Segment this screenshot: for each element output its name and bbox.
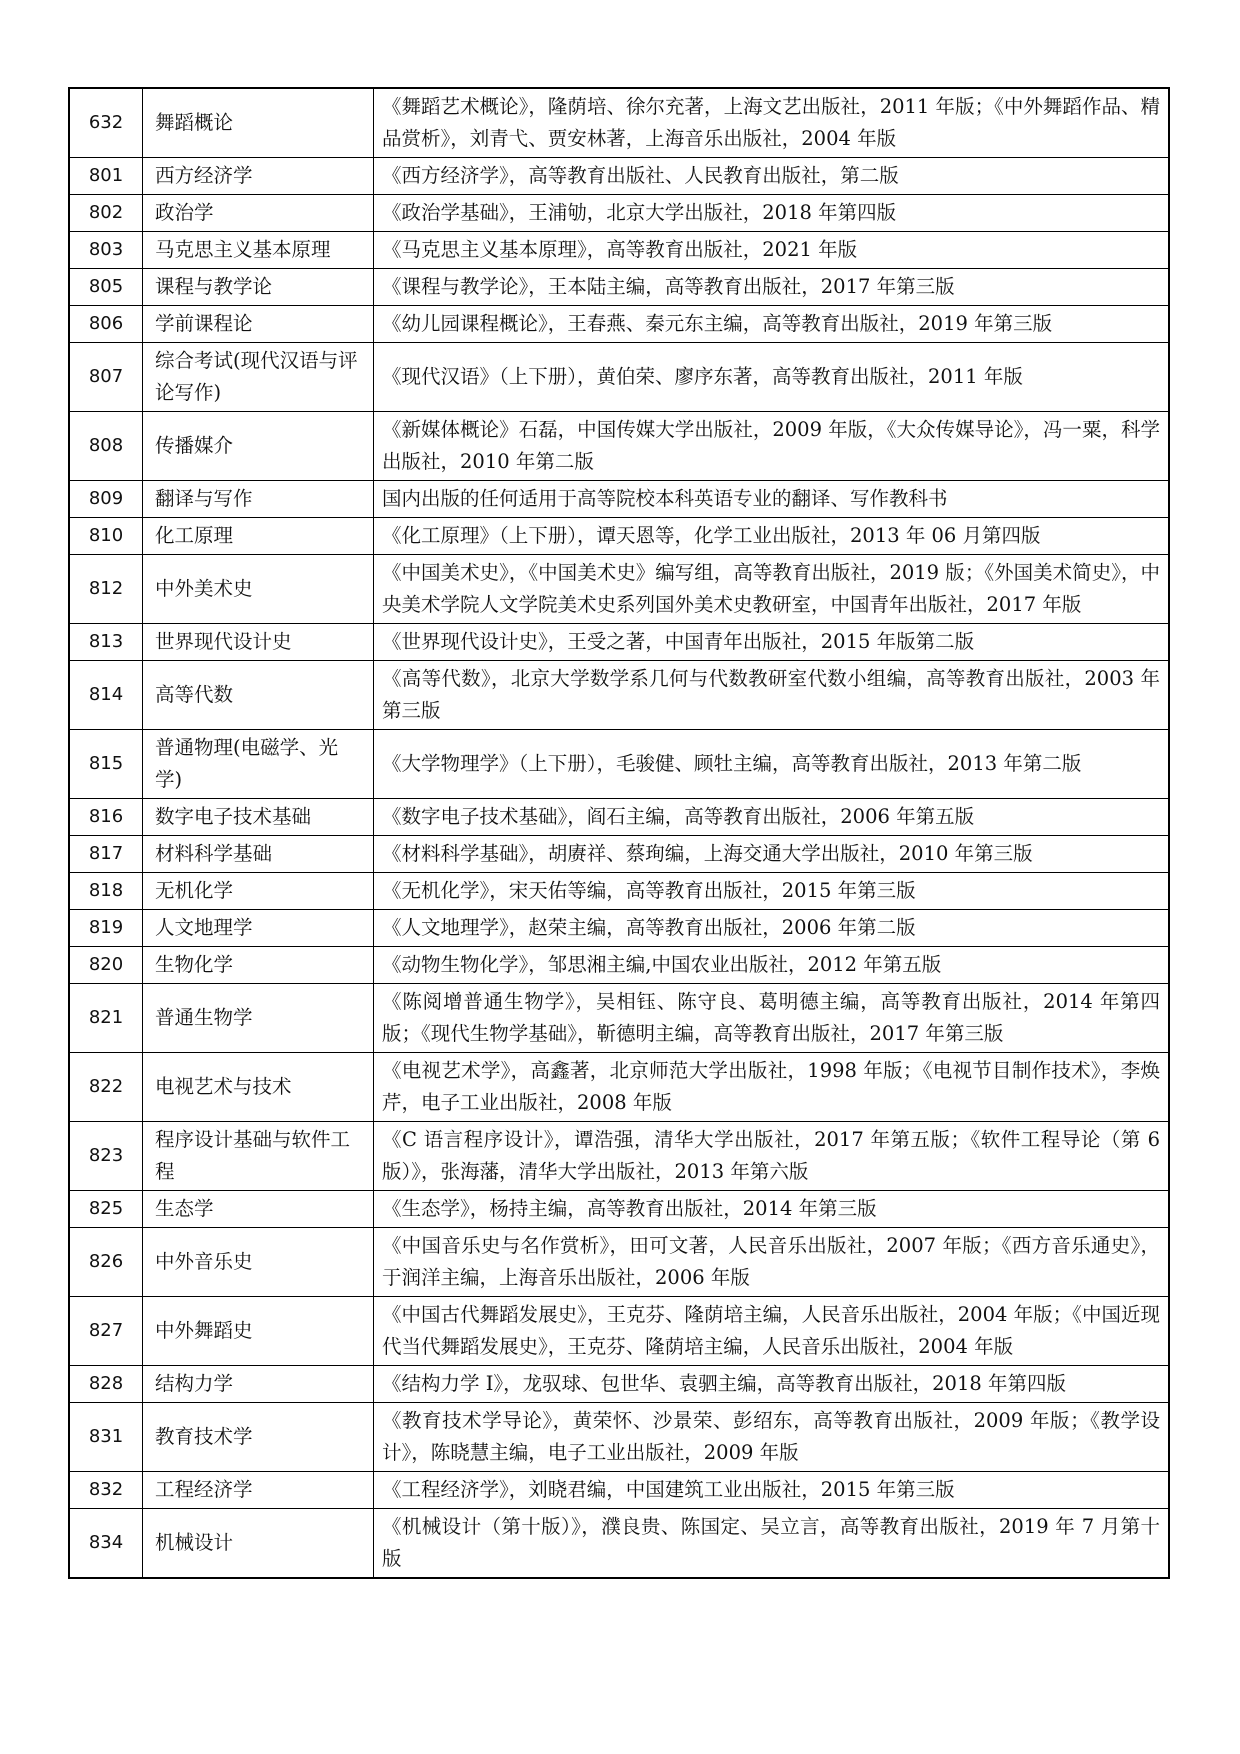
subject-name-cell: 中外音乐史	[143, 1228, 374, 1297]
table-row	[69, 306, 1169, 343]
course-code-cell: 803	[69, 232, 143, 269]
course-code-cell: 834	[69, 1509, 143, 1579]
subject-name-cell: 生物化学	[143, 947, 374, 984]
subject-name-cell: 综合考试(现代汉语与评论写作)	[143, 343, 374, 412]
subject-name-cell: 课程与教学论	[143, 269, 374, 306]
reference-books-cell: 《幼儿园课程概论》，王春燕、秦元东主编，高等教育出版社，2019 年第三版	[374, 306, 1170, 343]
reference-books-cell: 《中国古代舞蹈发展史》，王克芬、隆荫培主编，人民音乐出版社，2004 年版；《中国近现代当代舞蹈发展史》，王克芬、隆荫培主编，人民音乐出版社，2004 年版	[374, 1297, 1170, 1366]
table-row	[69, 1053, 1169, 1122]
course-code-cell: 822	[69, 1053, 143, 1122]
course-code-cell: 812	[69, 555, 143, 624]
subject-name-cell: 电视艺术与技术	[143, 1053, 374, 1122]
table-row	[69, 984, 1169, 1053]
table-row	[69, 518, 1169, 555]
reference-books-cell: 《大学物理学》（上下册），毛骏健、顾牡主编，高等教育出版社，2013 年第二版	[374, 730, 1170, 799]
course-code-cell: 819	[69, 910, 143, 947]
table-row	[69, 1509, 1169, 1579]
course-code-cell: 806	[69, 306, 143, 343]
table-row	[69, 799, 1169, 836]
subject-name-cell: 数字电子技术基础	[143, 799, 374, 836]
subject-name-cell: 材料科学基础	[143, 836, 374, 873]
reference-books-cell: 《世界现代设计史》，王受之著，中国青年出版社，2015 年版第二版	[374, 624, 1170, 661]
course-code-cell: 825	[69, 1191, 143, 1228]
course-code-cell: 815	[69, 730, 143, 799]
subject-name-cell: 普通生物学	[143, 984, 374, 1053]
table-row	[69, 1297, 1169, 1366]
reference-books-cell: 《政治学基础》，王浦劬，北京大学出版社，2018 年第四版	[374, 195, 1170, 232]
course-code-cell: 832	[69, 1472, 143, 1509]
reference-books-cell: 《西方经济学》，高等教育出版社、人民教育出版社，第二版	[374, 158, 1170, 195]
subject-name-cell: 程序设计基础与软件工程	[143, 1122, 374, 1191]
reference-books-cell: 国内出版的任何适用于高等院校本科英语专业的翻译、写作教科书	[374, 481, 1170, 518]
table-row	[69, 910, 1169, 947]
course-code-cell: 802	[69, 195, 143, 232]
course-code-cell: 813	[69, 624, 143, 661]
table-row	[69, 730, 1169, 799]
table-row	[69, 836, 1169, 873]
reference-books-table	[68, 87, 1170, 1579]
reference-books-cell: 《结构力学 I》，龙驭球、包世华、袁驷主编，高等教育出版社，2018 年第四版	[374, 1366, 1170, 1403]
course-code-cell: 816	[69, 799, 143, 836]
reference-books-cell: 《动物生物化学》，邹思湘主编,中国农业出版社，2012 年第五版	[374, 947, 1170, 984]
table-row	[69, 947, 1169, 984]
reference-books-cell: 《陈阅增普通生物学》，吴相钰、陈守良、葛明德主编，高等教育出版社，2014 年第四版；《现代生物学基础》，靳德明主编，高等教育出版社，2017 年第三版	[374, 984, 1170, 1053]
course-code-cell: 826	[69, 1228, 143, 1297]
table-row	[69, 1191, 1169, 1228]
subject-name-cell: 化工原理	[143, 518, 374, 555]
reference-books-cell: 《中国美术史》，《中国美术史》编写组，高等教育出版社，2019 版；《外国美术简史》，中央美术学院人文学院美术史系列国外美术史教研室，中国青年出版社，2017 年版	[374, 555, 1170, 624]
subject-name-cell: 世界现代设计史	[143, 624, 374, 661]
reference-books-cell: 《生态学》，杨持主编，高等教育出版社，2014 年第三版	[374, 1191, 1170, 1228]
course-code-cell: 809	[69, 481, 143, 518]
subject-name-cell: 学前课程论	[143, 306, 374, 343]
subject-name-cell: 工程经济学	[143, 1472, 374, 1509]
table-row	[69, 412, 1169, 481]
subject-name-cell: 翻译与写作	[143, 481, 374, 518]
subject-name-cell: 教育技术学	[143, 1403, 374, 1472]
course-code-cell: 801	[69, 158, 143, 195]
reference-books-cell: 《现代汉语》（上下册），黄伯荣、廖序东著，高等教育出版社，2011 年版	[374, 343, 1170, 412]
subject-name-cell: 西方经济学	[143, 158, 374, 195]
subject-name-cell: 高等代数	[143, 661, 374, 730]
reference-books-cell: 《材料科学基础》，胡赓祥、蔡珣编，上海交通大学出版社，2010 年第三版	[374, 836, 1170, 873]
course-code-cell: 827	[69, 1297, 143, 1366]
reference-books-cell: 《课程与教学论》，王本陆主编，高等教育出版社，2017 年第三版	[374, 269, 1170, 306]
reference-books-cell: 《C 语言程序设计》，谭浩强，清华大学出版社，2017 年第五版；《软件工程导论（第 6 版）》，张海藩，清华大学出版社，2013 年第六版	[374, 1122, 1170, 1191]
table-body	[69, 88, 1169, 1578]
course-code-cell: 820	[69, 947, 143, 984]
course-code-cell: 814	[69, 661, 143, 730]
reference-books-cell: 《马克思主义基本原理》，高等教育出版社，2021 年版	[374, 232, 1170, 269]
subject-name-cell: 结构力学	[143, 1366, 374, 1403]
subject-name-cell: 人文地理学	[143, 910, 374, 947]
table-row	[69, 1403, 1169, 1472]
table-row	[69, 195, 1169, 232]
course-code-cell: 821	[69, 984, 143, 1053]
reference-books-cell: 《数字电子技术基础》，阎石主编，高等教育出版社，2006 年第五版	[374, 799, 1170, 836]
course-code-cell: 828	[69, 1366, 143, 1403]
course-code-cell: 808	[69, 412, 143, 481]
subject-name-cell: 普通物理(电磁学、光学)	[143, 730, 374, 799]
subject-name-cell: 舞蹈概论	[143, 88, 374, 158]
table-row	[69, 1228, 1169, 1297]
subject-name-cell: 中外舞蹈史	[143, 1297, 374, 1366]
course-code-cell: 632	[69, 88, 143, 158]
table-row	[69, 1472, 1169, 1509]
table-row	[69, 1122, 1169, 1191]
table-row	[69, 88, 1169, 158]
reference-books-cell: 《教育技术学导论》，黄荣怀、沙景荣、彭绍东，高等教育出版社，2009 年版；《教学设计》，陈晓慧主编，电子工业出版社，2009 年版	[374, 1403, 1170, 1472]
reference-books-cell: 《化工原理》（上下册），谭天恩等，化学工业出版社，2013 年 06 月第四版	[374, 518, 1170, 555]
reference-books-cell: 《新媒体概论》石磊，中国传媒大学出版社，2009 年版，《大众传媒导论》，冯一粟，科学出版社，2010 年第二版	[374, 412, 1170, 481]
reference-books-cell: 《工程经济学》，刘晓君编，中国建筑工业出版社，2015 年第三版	[374, 1472, 1170, 1509]
subject-name-cell: 传播媒介	[143, 412, 374, 481]
reference-books-cell: 《无机化学》，宋天佑等编，高等教育出版社，2015 年第三版	[374, 873, 1170, 910]
reference-books-cell: 《机械设计（第十版）》，濮良贵、陈国定、吴立言，高等教育出版社，2019 年 7 月第十版	[374, 1509, 1170, 1579]
course-code-cell: 823	[69, 1122, 143, 1191]
subject-name-cell: 中外美术史	[143, 555, 374, 624]
course-code-cell: 817	[69, 836, 143, 873]
subject-name-cell: 马克思主义基本原理	[143, 232, 374, 269]
reference-books-cell: 《舞蹈艺术概论》，隆荫培、徐尔充著，上海文艺出版社，2011 年版；《中外舞蹈作品、精品赏析》，刘青弋、贾安林著，上海音乐出版社，2004 年版	[374, 88, 1170, 158]
subject-name-cell: 无机化学	[143, 873, 374, 910]
table-row	[69, 555, 1169, 624]
course-code-cell: 818	[69, 873, 143, 910]
table-row	[69, 873, 1169, 910]
reference-books-cell: 《电视艺术学》，高鑫著，北京师范大学出版社，1998 年版；《电视节目制作技术》，李焕芹，电子工业出版社，2008 年版	[374, 1053, 1170, 1122]
table-row	[69, 269, 1169, 306]
course-code-cell: 805	[69, 269, 143, 306]
table-row	[69, 158, 1169, 195]
table-row	[69, 232, 1169, 269]
subject-name-cell: 生态学	[143, 1191, 374, 1228]
subject-name-cell: 政治学	[143, 195, 374, 232]
subject-name-cell: 机械设计	[143, 1509, 374, 1579]
reference-books-cell: 《中国音乐史与名作赏析》，田可文著，人民音乐出版社，2007 年版；《西方音乐通史》，于润洋主编，上海音乐出版社，2006 年版	[374, 1228, 1170, 1297]
table-row	[69, 1366, 1169, 1403]
table-row	[69, 661, 1169, 730]
course-code-cell: 831	[69, 1403, 143, 1472]
reference-books-cell: 《人文地理学》，赵荣主编，高等教育出版社，2006 年第二版	[374, 910, 1170, 947]
course-code-cell: 807	[69, 343, 143, 412]
reference-books-cell: 《高等代数》，北京大学数学系几何与代数教研室代数小组编，高等教育出版社，2003 年第三版	[374, 661, 1170, 730]
course-code-cell: 810	[69, 518, 143, 555]
table-row	[69, 624, 1169, 661]
table-row	[69, 481, 1169, 518]
table-row	[69, 343, 1169, 412]
